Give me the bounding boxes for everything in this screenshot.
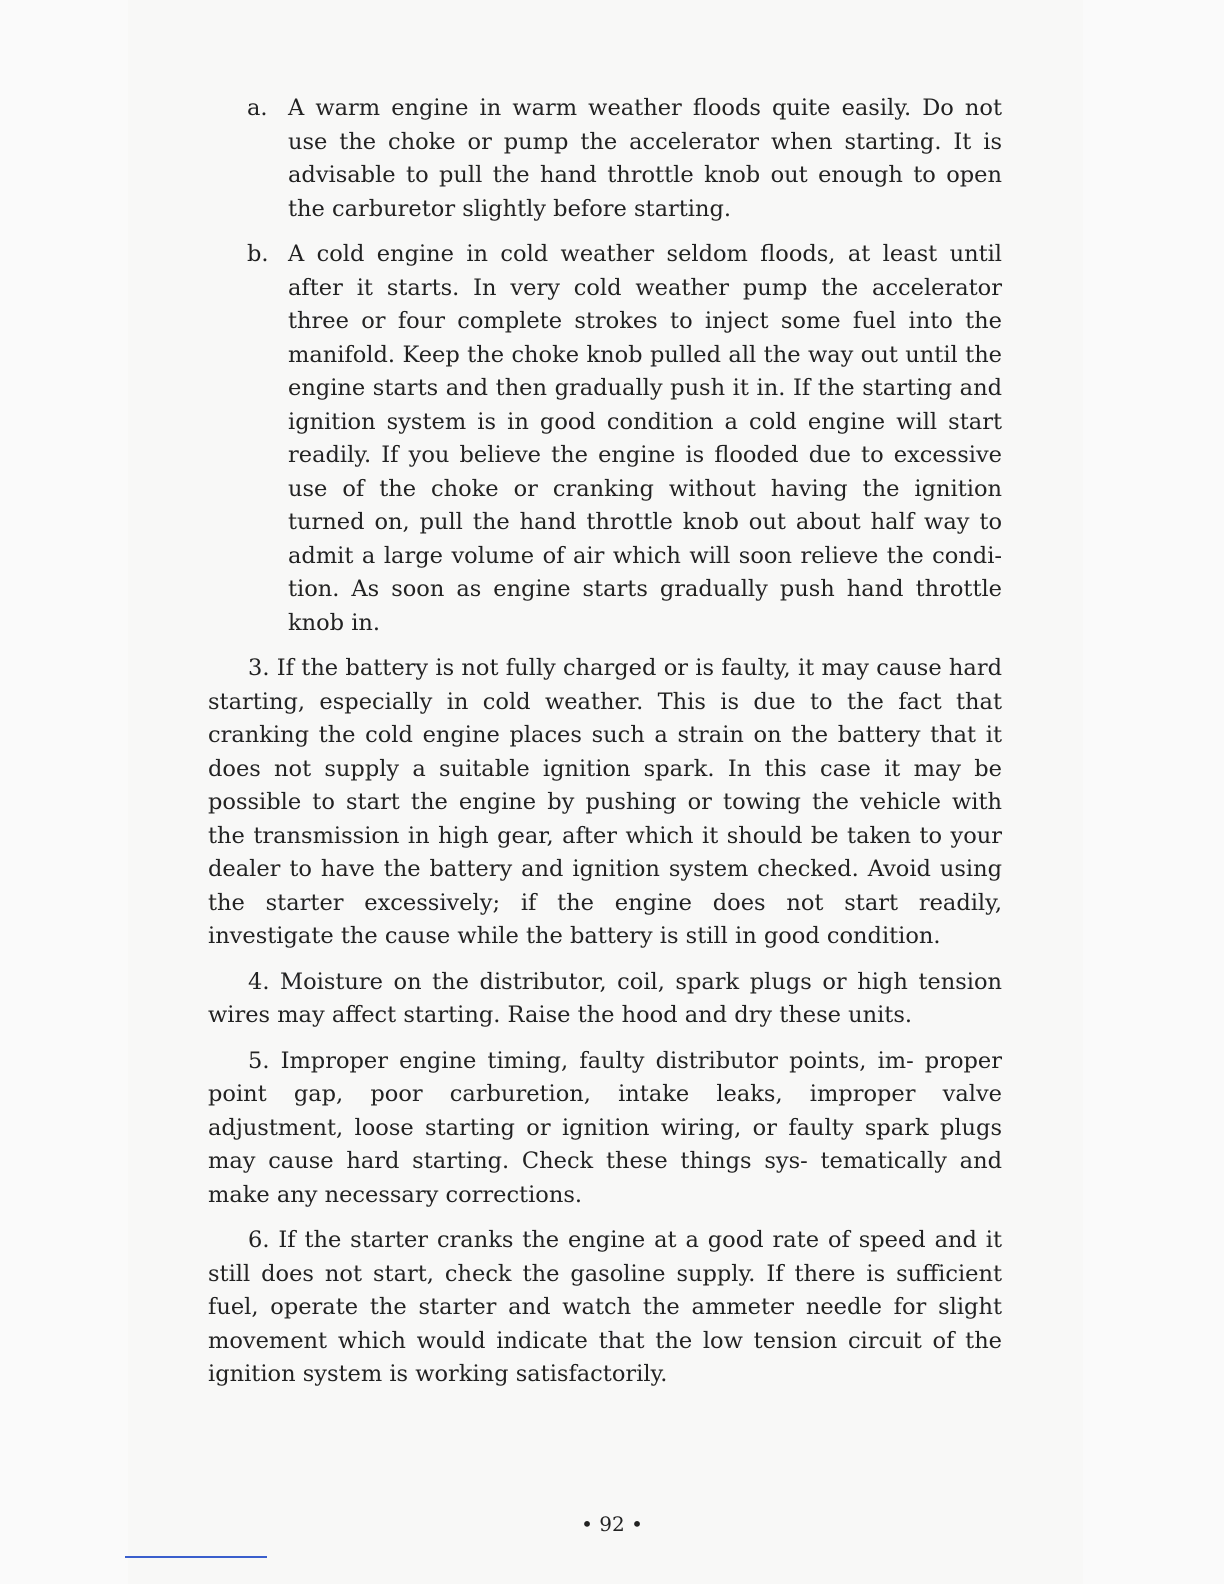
footer-link-underline xyxy=(125,1556,267,1558)
sub-item-text: A cold engine in cold weather seldom floods, at least until after it starts. In very cold weather pump the accelerator three or four complete strokes to inject some fuel into the manifold. Keep the choke knob pulled all the way out until the engine starts and then gradually push it in. If the starting and ignition system is in good condition a cold engine will start readily. If you believe the engine is flooded due to excessive use of the choke or cranking without having the ignition turned on, pull the hand throttle knob out about half way to admit a large volume of air which will soon relieve the condi- tion. As soon as engine starts gradually push hand throttle knob in. xyxy=(288,241,1002,636)
sub-item-b xyxy=(247,238,1002,640)
paragraph-3-battery: 3. If the battery is not fully charged or is faulty, it may cause hard starting, especially in cold weather. This is due to the fact that cranking the cold engine places such a strain on the battery that it does not supply a suitable ignition spark. In this case it may be possible to start the engine by pushing or towing the vehicle with the transmission in high gear, after which it should be taken to your dealer to have the battery and ignition system checked. Avoid using the starter excessively; if the engine does not start readily, investigate the cause while the battery is still in good condition. xyxy=(208,655,1002,949)
paragraph-6-starter-cranks: 6. If the starter cranks the engine at a good rate of speed and it still does not start, check the gasoline supply. If there is sufficient fuel, operate the starter and watch the ammeter needle for slight movement which would indicate that the low tension circuit of the ignition system is working satisfactorily. xyxy=(208,1227,1002,1387)
sub-item-text: A warm engine in warm weather floods quite easily. Do not use the choke or pump the accelerator when starting. It is advisable to pull the hand throttle knob out enough to open the carburetor slightly before starting. xyxy=(288,95,1002,222)
sub-item-letter: b. xyxy=(247,241,269,267)
page-number: • 92 • xyxy=(581,1512,643,1536)
sub-item-a xyxy=(247,92,1002,226)
sub-item-letter: a. xyxy=(247,95,268,121)
page-body-text xyxy=(208,92,1002,1404)
paragraph-4-moisture: 4. Moisture on the distributor, coil, spark plugs or high tension wires may affect starting. Raise the hood and dry these units. xyxy=(208,968,1002,1028)
paragraph-5-improper-timing: 5. Improper engine timing, faulty distributor points, im- proper point gap, poor carburetion, intake leaks, improper valve adjustment, loose starting or ignition wiring, or faulty spark plugs may cause hard starting. Check these things sys- tematically and make any necessary corrections. xyxy=(208,1047,1002,1208)
